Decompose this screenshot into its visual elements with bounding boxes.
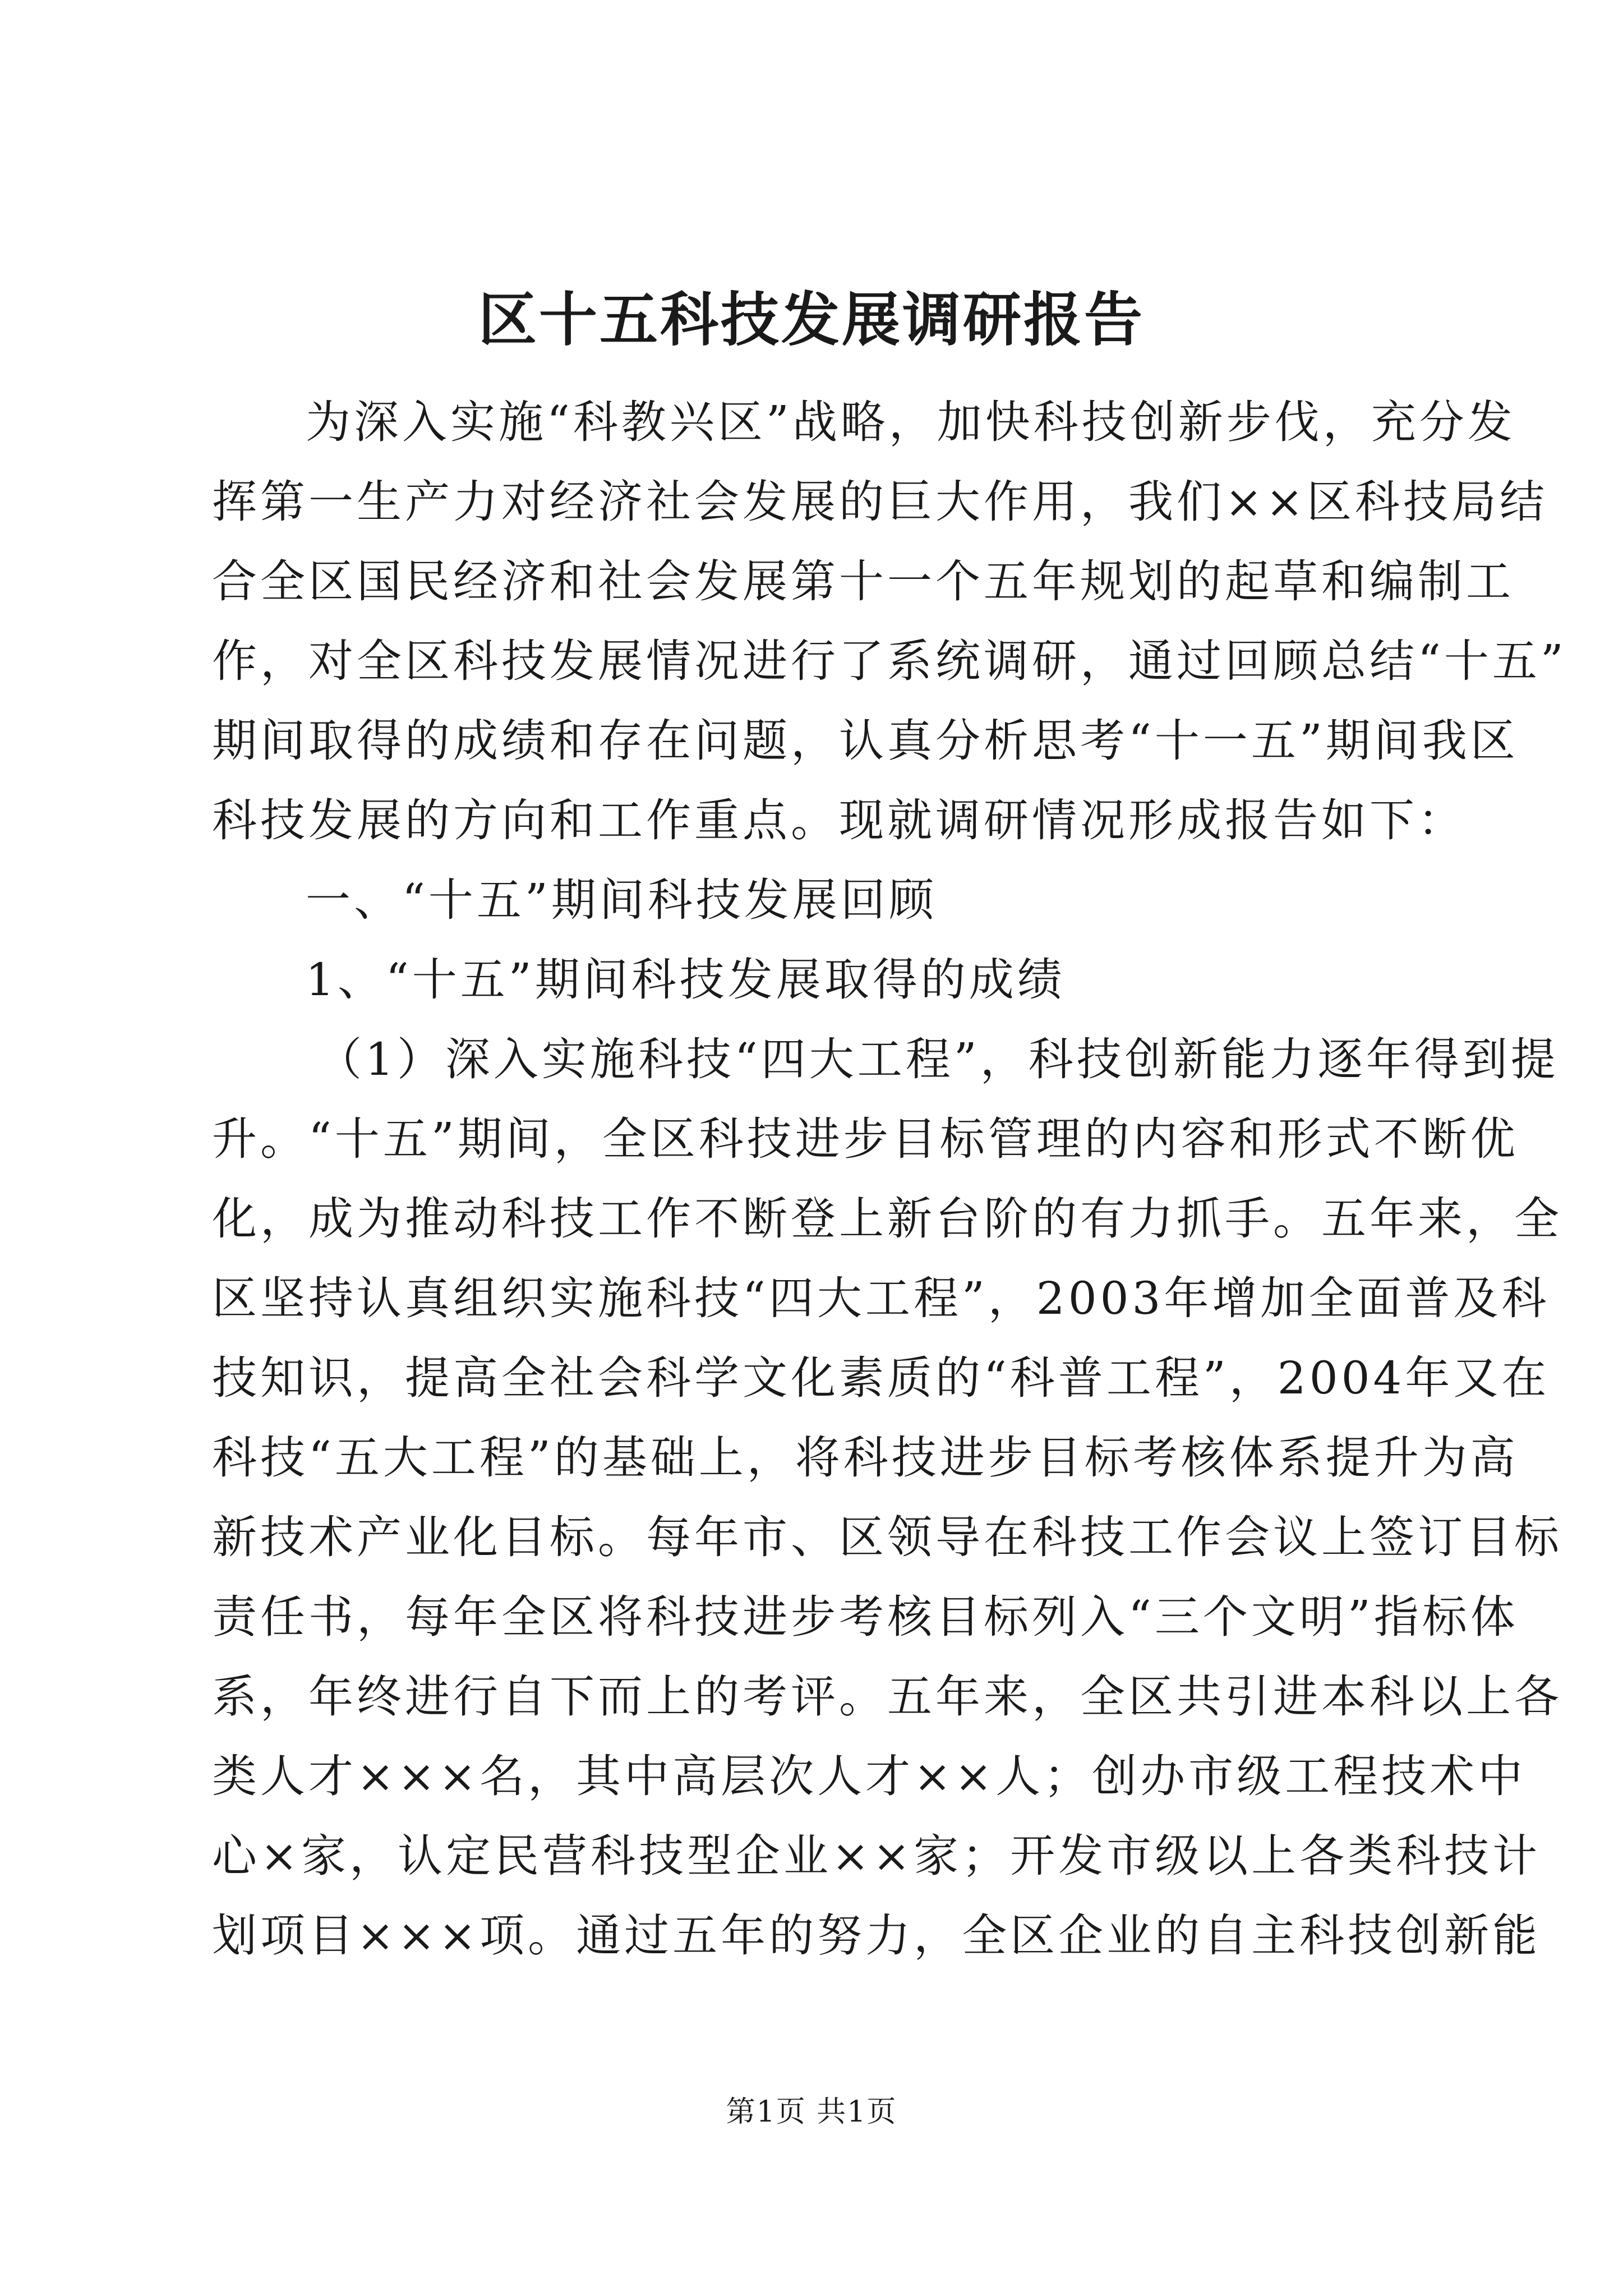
paragraph-line: 新技术产业化目标。每年市、区领导在科技工作会议上签订目标 bbox=[212, 1511, 1562, 1563]
paragraph-line: 为深入实施“科教兴区”战略，加快科技创新步伐，充分发 bbox=[306, 396, 1516, 448]
paragraph-line: 期间取得的成绩和存在问题，认真分析思考“十一五”期间我区 bbox=[212, 715, 1519, 767]
paragraph-line: 升。“十五”期间，全区科技进步目标管理的内容和形式不断优 bbox=[212, 1113, 1519, 1165]
subsection-heading: 1、“十五”期间科技发展取得的成绩 bbox=[306, 954, 1066, 1006]
paragraph-line: 化，成为推动科技工作不断登上新台阶的有力抓手。五年来，全 bbox=[212, 1193, 1562, 1245]
paragraph-line: 系，年终进行自下而上的考评。五年来，全区共引进本科以上各 bbox=[212, 1671, 1562, 1723]
paragraph-line: 科技“五大工程”的基础上，将科技进步目标考核体系提升为高 bbox=[212, 1432, 1519, 1484]
document-title: 区十五科技发展调研报告 bbox=[478, 285, 1145, 354]
page-footer: 第1页 共1页 bbox=[726, 2095, 897, 2129]
paragraph-line: 合全区国民经济和社会发展第十一个五年规划的起草和编制工 bbox=[212, 555, 1514, 608]
paragraph-line: 技知识，提高全社会科学文化素质的“科普工程”，2004年又在 bbox=[212, 1352, 1550, 1404]
paragraph-line: 区坚持认真组织实施科技“四大工程”，2003年增加全面普及科 bbox=[212, 1272, 1550, 1324]
paragraph-line: 类人才×××名，其中高层次人才××人；创办市级工程技术中 bbox=[212, 1750, 1527, 1802]
paragraph-line: 划项目×××项。通过五年的努力，全区企业的自主科技创新能 bbox=[212, 1910, 1541, 1962]
paragraph-line: 心×家，认定民营科技型企业××家；开发市级以上各类科技计 bbox=[212, 1830, 1541, 1882]
paragraph-line: 科技发展的方向和工作重点。现就调研情况形成报告如下： bbox=[212, 794, 1466, 846]
paragraph-line: 作，对全区科技发展情况进行了系统调研，通过回顾总结“十五” bbox=[212, 635, 1567, 687]
paragraph-line: 挥第一生产力对经济社会发展的巨大作用，我们××区科技局结 bbox=[212, 476, 1548, 528]
section-heading: 一、“十五”期间科技发展回顾 bbox=[306, 874, 937, 926]
paragraph-line: （1）深入实施科技“四大工程”，科技创新能力逐年得到提 bbox=[317, 1033, 1559, 1085]
paragraph-line: 责任书，每年全区将科技进步考核目标列入“三个文明”指标体 bbox=[212, 1591, 1519, 1643]
